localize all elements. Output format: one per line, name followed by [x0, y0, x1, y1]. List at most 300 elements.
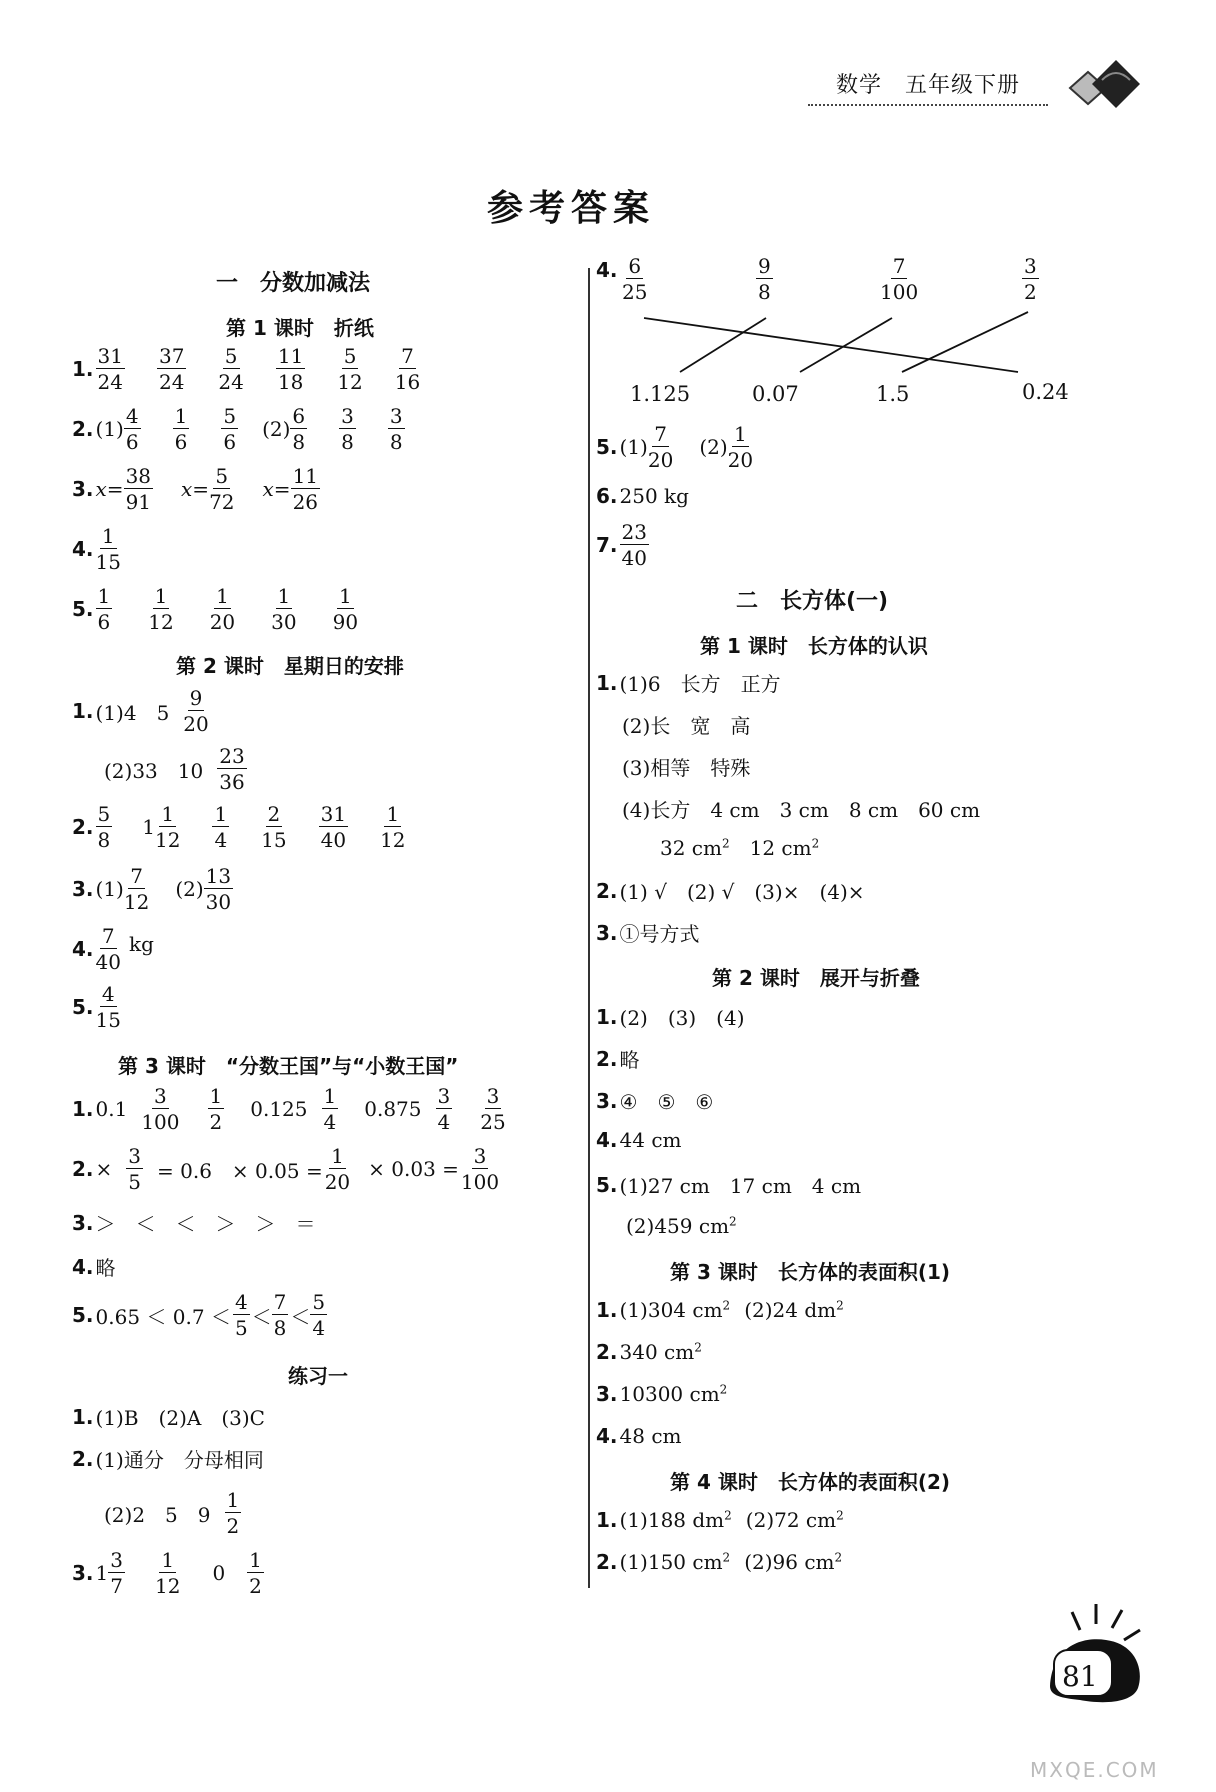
r1-q2 — [596, 876, 879, 905]
denominator: 100 — [460, 1170, 500, 1194]
part-label: (1) — [95, 417, 124, 441]
fraction — [1022, 256, 1039, 302]
fraction — [209, 466, 234, 512]
numerator: 7 — [101, 924, 115, 948]
fraction — [225, 1490, 242, 1536]
fraction — [96, 926, 121, 972]
r2-q2 — [596, 1044, 654, 1073]
fraction — [337, 346, 362, 392]
numerator: 1 — [277, 584, 291, 608]
equation-lhs: x= — [262, 477, 291, 501]
denominator: 4 — [214, 828, 228, 852]
area-value — [620, 1550, 731, 1574]
answer-text: (1)4 5 — [95, 700, 170, 725]
answer-text: (1)通分 分母相同 — [95, 1448, 264, 1472]
denominator: 90 — [332, 610, 359, 634]
area-text: (1)188 dm — [619, 1508, 725, 1532]
denominator: 4 — [312, 1316, 326, 1340]
l3-q1 — [72, 1086, 520, 1132]
numerator: 3 — [389, 404, 403, 428]
question-number: 5. — [72, 1303, 94, 1327]
area-text: 12 cm — [749, 836, 812, 860]
numerator: 1 — [209, 1084, 223, 1108]
fraction — [276, 346, 305, 392]
area-value — [620, 1508, 732, 1532]
l2-q4 — [72, 926, 168, 972]
question-number: 1. — [596, 670, 618, 695]
decimal-1125: 1.125 — [630, 382, 691, 406]
denominator: 40 — [320, 828, 347, 852]
numerator: 5 — [215, 464, 229, 488]
fraction — [339, 406, 356, 452]
fraction — [325, 1146, 350, 1192]
numerator: 5 — [312, 1290, 326, 1314]
l3-q4 — [72, 1252, 130, 1281]
numerator: 1 — [214, 802, 228, 826]
fraction — [436, 1086, 453, 1132]
r-lesson4-heading: 第 4 课时 长方体的表面积(2) — [670, 1470, 951, 1494]
numerator: 6 — [628, 254, 642, 278]
whole-number: 1 — [142, 815, 155, 839]
unit2-heading: 二 长方体(一) — [736, 589, 889, 614]
less-than: ＜ — [251, 1304, 272, 1329]
numerator: 3 — [154, 1084, 167, 1108]
question-number: 5. — [596, 435, 618, 459]
area-text: (2)96 cm — [744, 1550, 835, 1574]
fraction — [124, 866, 149, 912]
area-value — [660, 836, 730, 860]
question-number: 1. — [72, 1404, 94, 1429]
numerator: 9 — [758, 254, 771, 278]
unit1-heading: 一 分数加减法 — [216, 271, 371, 296]
numerator: 1 — [101, 524, 115, 548]
denominator: 2 — [1024, 280, 1037, 304]
question-number: 2. — [596, 1340, 618, 1364]
denominator: 24 — [218, 370, 244, 394]
denominator: 12 — [123, 890, 150, 914]
fraction — [310, 1292, 327, 1338]
whole-number: 1 — [95, 1561, 109, 1585]
exponent: 2 — [834, 1550, 843, 1565]
question-number: 5. — [596, 1172, 618, 1197]
l2-q3 — [72, 866, 247, 912]
question-number: 7. — [596, 533, 618, 557]
r3-q1 — [596, 1298, 858, 1322]
r3-q4 — [596, 1424, 696, 1448]
r1-q1-4 — [622, 794, 994, 823]
part-label: (1) — [95, 877, 124, 901]
r1-q1-2 — [622, 710, 764, 739]
numerator: 3 — [486, 1084, 500, 1108]
area-value — [744, 1550, 842, 1574]
exponent: 2 — [811, 836, 820, 851]
denominator: 20 — [183, 712, 209, 736]
numerator: 5 — [97, 802, 111, 826]
question-number: 3. — [72, 1210, 94, 1235]
denominator: 8 — [292, 430, 306, 454]
area-text: (2)459 cm — [626, 1214, 730, 1238]
denominator: 8 — [758, 280, 771, 304]
numerator: 7 — [654, 422, 667, 446]
fraction — [620, 522, 649, 568]
fraction — [173, 406, 190, 452]
numerator: 5 — [343, 344, 357, 368]
area-text: (1)304 cm — [619, 1298, 723, 1322]
question-number: 4. — [72, 537, 94, 561]
watermark: MXQE.COM — [1030, 1758, 1159, 1782]
decimal: 0.125 — [250, 1097, 308, 1121]
r-q4-top-2 — [756, 256, 787, 302]
area-value — [620, 1340, 702, 1364]
denominator: 5 — [128, 1170, 142, 1194]
fraction — [148, 586, 173, 632]
exponent: 2 — [694, 1340, 702, 1355]
answer-text: = 0.6 × 0.05 = — [157, 1158, 323, 1183]
fraction — [204, 866, 233, 912]
question-number: 4. — [72, 937, 94, 961]
fraction — [272, 1292, 289, 1338]
r4-q2 — [596, 1550, 856, 1574]
answer-text: 44 cm — [619, 1128, 682, 1152]
exponent: 2 — [729, 1214, 737, 1229]
fraction — [333, 586, 358, 632]
denominator: 20 — [324, 1170, 351, 1194]
fraction — [319, 804, 348, 850]
fraction — [271, 586, 296, 632]
numerator: 5 — [224, 344, 238, 368]
question-number: 2. — [596, 878, 618, 903]
answer-text: (2)33 10 — [104, 758, 204, 783]
r2-q5-2 — [626, 1214, 751, 1238]
r2-q1 — [596, 1002, 759, 1031]
page-title: 参考答案 — [487, 188, 656, 229]
numerator: 11 — [292, 464, 319, 488]
l3-q2 — [72, 1146, 513, 1192]
answer-text: 250 kg — [619, 484, 689, 508]
question-number: 2. — [596, 1550, 618, 1574]
question-number: 3. — [72, 877, 94, 901]
denominator: 100 — [141, 1110, 180, 1134]
answer-text: 略 — [95, 1256, 116, 1280]
fraction — [96, 586, 113, 632]
ex-q3 — [72, 1550, 278, 1596]
header-diamond-icon — [1062, 54, 1144, 110]
fraction — [756, 256, 773, 302]
subject-label: 数学 — [836, 73, 883, 98]
answer-text: (1)B (2)A (3)C — [95, 1406, 265, 1430]
fraction — [124, 466, 153, 512]
numerator: 1 — [338, 584, 352, 608]
denominator: 24 — [158, 370, 185, 394]
question-number: 4. — [596, 258, 618, 282]
denominator: 6 — [97, 610, 111, 634]
numerator: 4 — [125, 404, 139, 428]
matching-lines — [590, 300, 1090, 390]
answer-text: (2)2 5 9 — [104, 1502, 211, 1527]
r-q7 — [596, 522, 663, 568]
fraction — [183, 688, 208, 734]
question-number: 4. — [596, 1424, 618, 1448]
ex-q1 — [72, 1402, 279, 1431]
numerator: 7 — [273, 1290, 287, 1314]
denominator: 15 — [95, 550, 121, 574]
numerator: 6 — [292, 404, 306, 428]
r1-q1-5 — [660, 836, 833, 860]
numerator: 1 — [161, 802, 175, 826]
question-number: 5. — [72, 597, 94, 621]
denominator: 2 — [226, 1514, 240, 1538]
r2-q3 — [596, 1086, 727, 1115]
denominator: 6 — [174, 430, 188, 454]
unit: kg — [128, 932, 154, 956]
fraction — [210, 586, 235, 632]
part-label: (1) — [619, 435, 648, 459]
question-number: 2. — [72, 1157, 94, 1181]
denominator: 36 — [219, 770, 245, 794]
answer-text: (1) √ (2) √ (3)× (4)× — [619, 880, 865, 904]
exponent: 2 — [836, 1508, 844, 1523]
fraction — [221, 406, 238, 452]
denominator: 12 — [154, 828, 181, 852]
page-badge-icon — [1040, 1600, 1150, 1710]
l1-q5 — [72, 586, 372, 632]
denominator: 12 — [337, 370, 363, 394]
fraction — [290, 406, 307, 452]
question-number: 3. — [596, 920, 618, 945]
denominator: 8 — [389, 430, 403, 454]
equation-lhs: x= — [181, 477, 210, 501]
numerator: 23 — [219, 744, 245, 768]
equation-lhs: x= — [95, 477, 124, 501]
denominator: 72 — [209, 490, 235, 514]
fraction — [261, 804, 286, 850]
numerator: 1 — [97, 584, 111, 608]
question-number: 1. — [72, 699, 94, 723]
fraction — [395, 346, 420, 392]
question-number: 3. — [596, 1088, 618, 1113]
l1-q3 — [72, 466, 334, 512]
numerator: 2 — [267, 802, 281, 826]
l3-q3 — [72, 1208, 330, 1237]
numerator: 1 — [323, 1084, 337, 1108]
fraction — [212, 804, 229, 850]
grade-label: 五年级下册 — [905, 73, 1021, 98]
fraction — [880, 256, 918, 302]
r-lesson3-heading: 第 3 课时 长方体的表面积(1) — [670, 1260, 951, 1284]
numerator: 23 — [621, 520, 647, 544]
question-number: 2. — [72, 417, 94, 441]
numerator: 7 — [401, 344, 414, 368]
fraction — [480, 1086, 505, 1132]
question-number: 3. — [596, 1382, 618, 1406]
question-number: 1. — [72, 1097, 94, 1121]
denominator: 6 — [125, 430, 139, 454]
answer-text: (4)长方 4 cm 3 cm 8 cm 60 cm — [622, 798, 981, 822]
fraction — [126, 1146, 143, 1192]
wrong-mark: × — [95, 1157, 113, 1181]
denominator: 6 — [223, 430, 237, 454]
r-lesson1-heading: 第 1 课时 长方体的认识 — [700, 634, 928, 658]
fraction — [461, 1146, 499, 1192]
answer-text: ＞ ＜ ＜ ＞ ＞ ＝ — [95, 1212, 316, 1236]
question-number: 1. — [596, 1004, 618, 1029]
numerator: 37 — [158, 344, 185, 368]
fraction — [291, 466, 320, 512]
r-q4-top-4 — [1022, 256, 1053, 302]
question-number: 4. — [72, 1254, 94, 1279]
denominator: 15 — [95, 1008, 121, 1032]
part-label: (2) — [699, 435, 728, 459]
numerator: 7 — [892, 254, 906, 278]
question-number: 1. — [596, 1508, 618, 1532]
exercise-heading: 练习一 — [288, 1364, 348, 1388]
fraction — [96, 984, 121, 1030]
question-number: 3. — [72, 1561, 94, 1585]
area-text: 10300 cm — [619, 1382, 720, 1406]
question-number: 1. — [596, 1298, 618, 1322]
l2-q5 — [72, 984, 135, 1030]
fraction — [155, 1550, 180, 1596]
numerator: 7 — [130, 864, 143, 888]
l2-q1-1 — [72, 688, 223, 734]
area-value — [620, 1382, 728, 1406]
denominator: 20 — [727, 448, 754, 472]
decimal-15: 1.5 — [876, 382, 910, 406]
numerator: 11 — [277, 344, 304, 368]
numerator: 13 — [205, 864, 232, 888]
numerator: 1 — [249, 1548, 262, 1572]
fraction — [728, 424, 753, 470]
decimal-024: 0.24 — [1022, 380, 1069, 404]
numerator: 31 — [97, 344, 123, 368]
answer-text: 0.65 ＜ 0.7 ＜ — [95, 1304, 231, 1329]
l2-q1-2 — [104, 746, 261, 792]
ex-q2-2 — [104, 1490, 255, 1536]
exponent: 2 — [722, 1550, 731, 1565]
decimal: 0.1 — [95, 1097, 128, 1121]
question-number: 5. — [72, 995, 94, 1019]
denominator: 12 — [154, 1574, 181, 1598]
answer-text: (3)相等 特殊 — [622, 756, 751, 780]
question-number: 2. — [72, 1446, 94, 1471]
ex-q2-1 — [72, 1444, 278, 1473]
answer-text: ①号方式 — [619, 922, 700, 946]
numerator: 9 — [189, 686, 203, 710]
denominator: 12 — [380, 828, 406, 852]
numerator: 5 — [223, 404, 237, 428]
page-number: 81 — [1062, 1660, 1098, 1693]
denominator: 40 — [95, 950, 121, 974]
fraction — [96, 526, 121, 572]
r-q5 — [596, 424, 767, 470]
decimal-007: 0.07 — [752, 382, 799, 406]
area-value — [746, 1508, 844, 1532]
area-value — [626, 1214, 737, 1238]
numerator: 1 — [331, 1144, 344, 1168]
area-text: 340 cm — [619, 1340, 695, 1364]
fraction — [96, 804, 113, 850]
denominator: 24 — [97, 370, 123, 394]
numerator: 1 — [734, 422, 747, 446]
exponent: 2 — [721, 836, 730, 851]
r4-q1 — [596, 1508, 858, 1532]
l3-q5 — [72, 1292, 341, 1338]
r1-q3 — [596, 918, 714, 947]
exponent: 2 — [836, 1298, 844, 1313]
column-divider — [588, 268, 590, 1588]
denominator: 2 — [249, 1574, 262, 1598]
fraction — [380, 804, 405, 850]
header-rule — [808, 104, 1048, 106]
denominator: 5 — [234, 1316, 248, 1340]
r-q6 — [596, 484, 703, 508]
denominator: 100 — [880, 280, 919, 304]
answer-text: 略 — [619, 1048, 640, 1072]
numerator: 3 — [128, 1144, 142, 1168]
numerator: 1 — [174, 404, 188, 428]
denominator: 2 — [209, 1110, 223, 1134]
r3-q2 — [596, 1340, 716, 1364]
denominator: 4 — [437, 1110, 451, 1134]
denominator: 30 — [205, 890, 232, 914]
answer-text: ④ ⑤ ⑥ — [619, 1090, 714, 1114]
fraction — [155, 804, 180, 850]
exponent: 2 — [722, 1298, 731, 1313]
less-than: ＜ — [290, 1304, 311, 1329]
area-text: (1)150 cm — [619, 1550, 723, 1574]
answer-text: × 0.03 = — [368, 1157, 459, 1181]
area-text: (2)24 dm — [744, 1298, 837, 1322]
area-value — [744, 1298, 844, 1322]
denominator: 40 — [621, 546, 647, 570]
question-number: 6. — [596, 484, 618, 508]
answer-text: (2) (3) (4) — [619, 1006, 745, 1030]
fraction — [648, 424, 673, 470]
zero: 0 — [212, 1561, 226, 1585]
lesson2-heading: 第 2 课时 星期日的安排 — [176, 654, 404, 678]
numerator: 1 — [386, 802, 400, 826]
r-q4-label — [596, 258, 620, 282]
l1-q4 — [72, 526, 135, 572]
fraction — [157, 346, 186, 392]
fraction — [108, 1550, 125, 1596]
answer-text: (1)27 cm 17 cm 4 cm — [619, 1174, 862, 1198]
l1-q2 — [72, 406, 419, 452]
area-value — [750, 836, 820, 860]
fraction — [217, 746, 246, 792]
denominator: 7 — [110, 1574, 123, 1598]
fraction — [622, 256, 647, 302]
denominator: 91 — [125, 490, 152, 514]
r1-q1-1 — [596, 668, 795, 697]
answer-text: (2)长 宽 高 — [622, 714, 751, 738]
numerator: 3 — [1024, 254, 1037, 278]
answer-text: 48 cm — [619, 1424, 682, 1448]
denominator: 8 — [341, 430, 354, 454]
numerator: 3 — [473, 1144, 487, 1168]
fraction — [388, 406, 405, 452]
denominator: 15 — [261, 828, 287, 852]
numerator: 4 — [234, 1290, 248, 1314]
part-label: (2) — [262, 417, 291, 441]
fraction — [322, 1086, 339, 1132]
numerator: 3 — [341, 404, 354, 428]
decimal: 0.875 — [364, 1097, 422, 1121]
numerator: 38 — [125, 464, 152, 488]
numerator: 3 — [437, 1084, 451, 1108]
numerator: 1 — [161, 1548, 175, 1572]
denominator: 8 — [97, 828, 111, 852]
